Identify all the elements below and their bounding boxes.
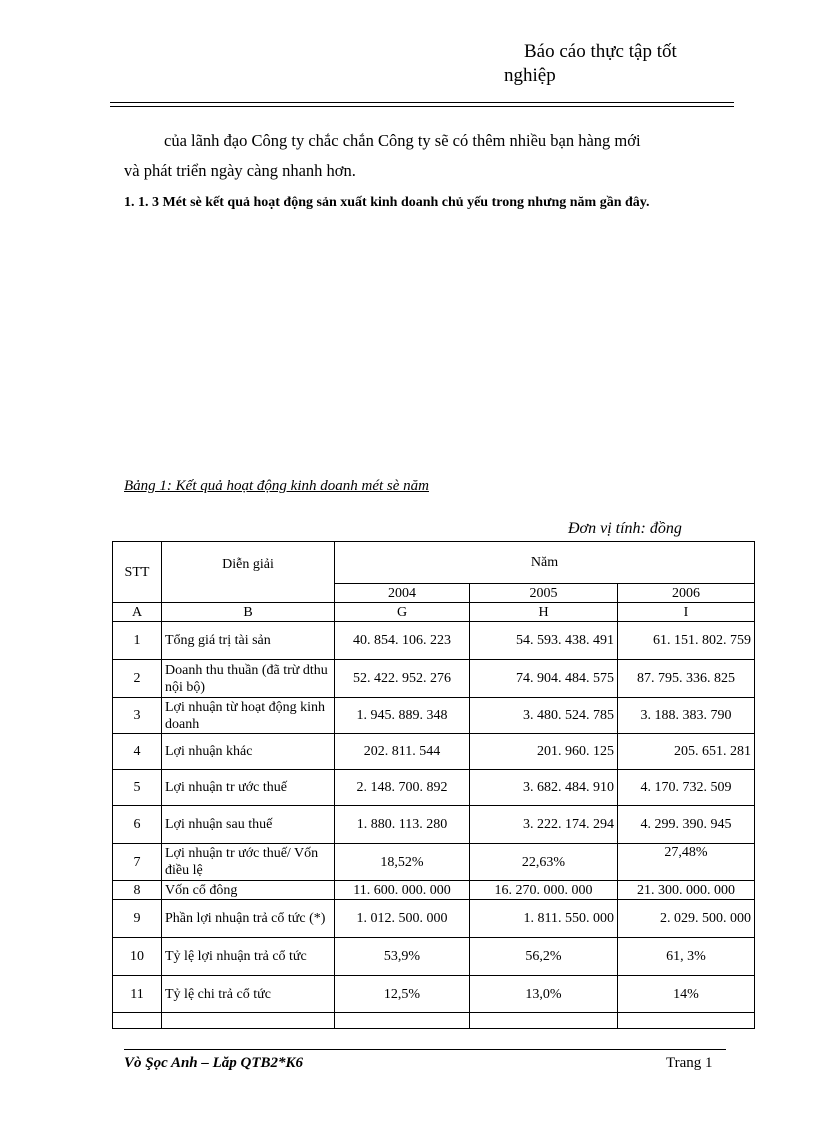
section-number: 1. 1. 3 <box>124 195 159 210</box>
row-value-2005: 13,0% <box>470 976 618 1013</box>
unit-label: Đơn vị tính: đồng <box>568 520 682 537</box>
table-row <box>113 698 755 734</box>
row-stt: 10 <box>113 938 162 976</box>
header-stt: STT <box>113 542 162 603</box>
header-year: Năm <box>335 542 755 584</box>
code-b: B <box>162 603 335 622</box>
row-desc: Doanh thu thuần (đã trừ dthu nội bộ) <box>162 660 335 698</box>
row-desc: Tỷ lệ lợi nhuận trả cổ tức <box>162 938 335 976</box>
row-value-2004: 53,9% <box>335 938 470 976</box>
code-i: I <box>618 603 755 622</box>
row-stt: 5 <box>113 770 162 806</box>
row-stt: 2 <box>113 660 162 698</box>
row-value-2004: 11. 600. 000. 000 <box>335 881 470 900</box>
code-g: G <box>335 603 470 622</box>
table-row <box>113 844 755 881</box>
row-value-2005: 1. 811. 550. 000 <box>470 900 618 938</box>
row-value-2006: 61. 151. 802. 759 <box>618 622 755 660</box>
table-row <box>113 900 755 938</box>
row-value-2006: 4. 170. 732. 509 <box>618 770 755 806</box>
section-text: Mét sè kết quả hoạt động sản xuất kinh doanh chủ yếu trong nhưng năm gần đây. <box>162 195 650 210</box>
table-row <box>113 660 755 698</box>
row-stt: 3 <box>113 698 162 734</box>
row-value-2005: 56,2% <box>470 938 618 976</box>
row-desc: Lợi nhuận tr ước thuế/ Vốn điều lệ <box>162 844 335 881</box>
table-row <box>113 734 755 770</box>
row-value-2005: 201. 960. 125 <box>470 734 618 770</box>
row-value-2005: 22,63% <box>470 844 618 881</box>
row-value-2004: 18,52% <box>335 844 470 881</box>
row-value-2004: 1. 880. 113. 280 <box>335 806 470 844</box>
table-row <box>113 881 755 900</box>
report-title-line2: nghiệp <box>504 65 556 86</box>
header-year-2004: 2004 <box>335 584 470 603</box>
row-value-2006: 87. 795. 336. 825 <box>618 660 755 698</box>
row-stt: 6 <box>113 806 162 844</box>
header-desc: Diễn giải <box>162 542 335 603</box>
table-caption: Bảng 1: Kết quả hoạt động kinh doanh mét sè năm <box>124 478 429 494</box>
row-stt: 7 <box>113 844 162 881</box>
table-row <box>113 976 755 1013</box>
table-row <box>113 622 755 660</box>
results-table <box>112 541 755 1029</box>
row-value-2004: 1. 945. 889. 348 <box>335 698 470 734</box>
header-year-2005: 2005 <box>470 584 618 603</box>
table-row <box>113 938 755 976</box>
row-stt: 1 <box>113 622 162 660</box>
row-value-2006: 21. 300. 000. 000 <box>618 881 755 900</box>
row-stt: 9 <box>113 900 162 938</box>
row-stt: 8 <box>113 881 162 900</box>
row-value-2005: 54. 593. 438. 491 <box>470 622 618 660</box>
row-desc: Lợi nhuận tr ước thuế <box>162 770 335 806</box>
row-stt: 4 <box>113 734 162 770</box>
row-value-2005: 3. 682. 484. 910 <box>470 770 618 806</box>
code-h: H <box>470 603 618 622</box>
report-title-line1: Báo cáo thực tập tốt <box>524 41 677 62</box>
row-desc: Vốn cổ đông <box>162 881 335 900</box>
report-title <box>504 40 744 88</box>
header-rule-top <box>110 102 734 103</box>
table-row-empty <box>113 1013 755 1029</box>
row-value-2005: 16. 270. 000. 000 <box>470 881 618 900</box>
paragraph-line2: và phát triển ngày càng nhanh hơn. <box>124 161 356 180</box>
paragraph-line1: của lãnh đạo Công ty chắc chắn Công ty sẽ có thêm nhiều bạn hàng mới <box>164 131 641 150</box>
row-value-2004: 52. 422. 952. 276 <box>335 660 470 698</box>
header-year-2006: 2006 <box>618 584 755 603</box>
row-value-2004: 1. 012. 500. 000 <box>335 900 470 938</box>
row-value-2006: 2. 029. 500. 000 <box>618 900 755 938</box>
header-rule-bottom <box>110 106 734 107</box>
row-value-2006: 61, 3% <box>618 938 755 976</box>
row-value-2004: 2. 148. 700. 892 <box>335 770 470 806</box>
footer-rule <box>124 1049 726 1050</box>
footer-page-number: Trang 1 <box>666 1055 713 1071</box>
section-heading <box>124 190 720 216</box>
row-value-2006: 205. 651. 281 <box>618 734 755 770</box>
row-value-2005: 3. 222. 174. 294 <box>470 806 618 844</box>
row-value-2004: 40. 854. 106. 223 <box>335 622 470 660</box>
row-value-2006: 4. 299. 390. 945 <box>618 806 755 844</box>
row-desc: Lợi nhuận sau thuế <box>162 806 335 844</box>
row-value-2004: 202. 811. 544 <box>335 734 470 770</box>
row-desc: Phần lợi nhuận trả cổ tức (*) <box>162 900 335 938</box>
table-row <box>113 806 755 844</box>
row-desc: Lợi nhuận từ hoạt động kinh doanh <box>162 698 335 734</box>
row-value-2006: 14% <box>618 976 755 1013</box>
row-value-2004: 12,5% <box>335 976 470 1013</box>
footer-author: Vò Şọc Anh – Lăp QTB2*K6 <box>124 1055 304 1071</box>
code-a: A <box>113 603 162 622</box>
row-value-2005: 3. 480. 524. 785 <box>470 698 618 734</box>
row-value-2005: 74. 904. 484. 575 <box>470 660 618 698</box>
row-desc: Tổng giá trị tài sản <box>162 622 335 660</box>
row-desc: Lợi nhuận khác <box>162 734 335 770</box>
row-desc: Tỷ lệ chi trả cổ tức <box>162 976 335 1013</box>
table-row <box>113 770 755 806</box>
row-value-2006: 3. 188. 383. 790 <box>618 698 755 734</box>
row-stt: 11 <box>113 976 162 1013</box>
row-value-2006: 27,48% <box>618 844 755 881</box>
